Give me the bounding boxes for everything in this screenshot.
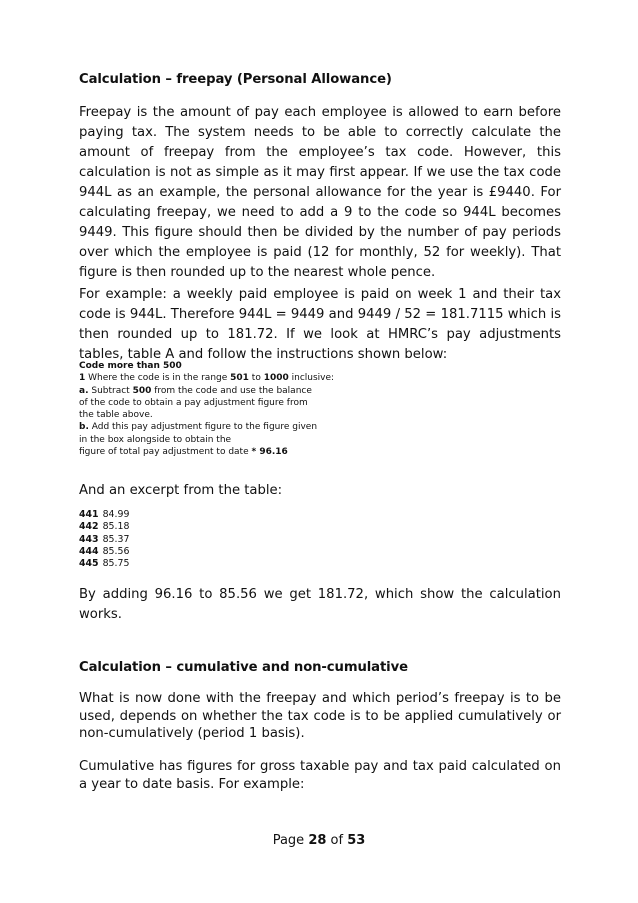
excerpt-table (79, 509, 129, 570)
cumulative-paragraph: What is now done with the freepay and which period’s freepay is to be used, depends on whether the tax code is to be applied cumulatively or non-cumulatively (period 1 basis). (79, 691, 561, 741)
current-page-number: 28 (308, 833, 327, 848)
instructions-line-5: b. Add this pay adjustment figure to the figure given (79, 422, 318, 433)
freepay-paragraph: Freepay is the amount of pay each employee is allowed to earn before paying tax. The system needs to be able to correctly calculate the amount of freepay from the employee’s tax code. However, this calculation is not as simple as it may first appear. If we use the tax code 944L as an example, the personal allowance for the year is £9440. For calculating freepay, we need to add a 9 to the code so 944L becomes 9449. This figure should then be divided by the number of pay periods over which the employee is paid (12 for monthly, 52 for weekly). That figure is then rounded up to the nearest whole pence. (79, 105, 561, 280)
section-heading-cumulative: Calculation – cumulative and non-cumulative (79, 660, 408, 675)
table-row: 443 85.37 (79, 533, 130, 545)
conclusion-paragraph: By adding 96.16 to 85.56 we get 181.72, which show the calculation works. (79, 587, 561, 622)
section-heading-freepay: Calculation – freepay (Personal Allowance) (79, 72, 392, 87)
instructions-line-1: 1 Where the code is in the range 501 to 1000 inclusive: (79, 373, 335, 384)
instructions-line-4: the table above. (79, 410, 153, 421)
example-paragraph: For example: a weekly paid employee is paid on week 1 and their tax code is 944L. Therefore 944L = 9449 and 9449 / 52 = 181.7115 which is then rounded up to 181.72. If we look at HMRC’s pay adjustments tables, table A and follow the instructions shown below: (79, 287, 561, 362)
excerpt-intro: And an excerpt from the table: (79, 483, 283, 498)
cumulative-example-paragraph: Cumulative has figures for gross taxable pay and tax paid calculated on a year to date basis. For example: (79, 759, 561, 792)
total-pages: 53 (347, 833, 366, 848)
instructions-title: Code more than 500 (79, 361, 182, 371)
instructions-line-3: of the code to obtain a pay adjustment figure from (79, 397, 308, 408)
instructions-block (79, 360, 334, 458)
instructions-line-2: a. Subtract 500 from the code and use the balance (79, 385, 312, 396)
table-row: 445 85.75 (79, 558, 130, 570)
instructions-line-6: in the box alongside to obtain the (79, 434, 232, 445)
instructions-line-7: figure of total pay adjustment to date * 96.16 (79, 447, 288, 458)
table-row: 442 85.18 (79, 521, 130, 533)
table-row: 444 85.56 (79, 545, 130, 557)
page-footer: Page 28 of 53 (272, 833, 366, 848)
table-row: 441 84.99 (79, 509, 130, 520)
